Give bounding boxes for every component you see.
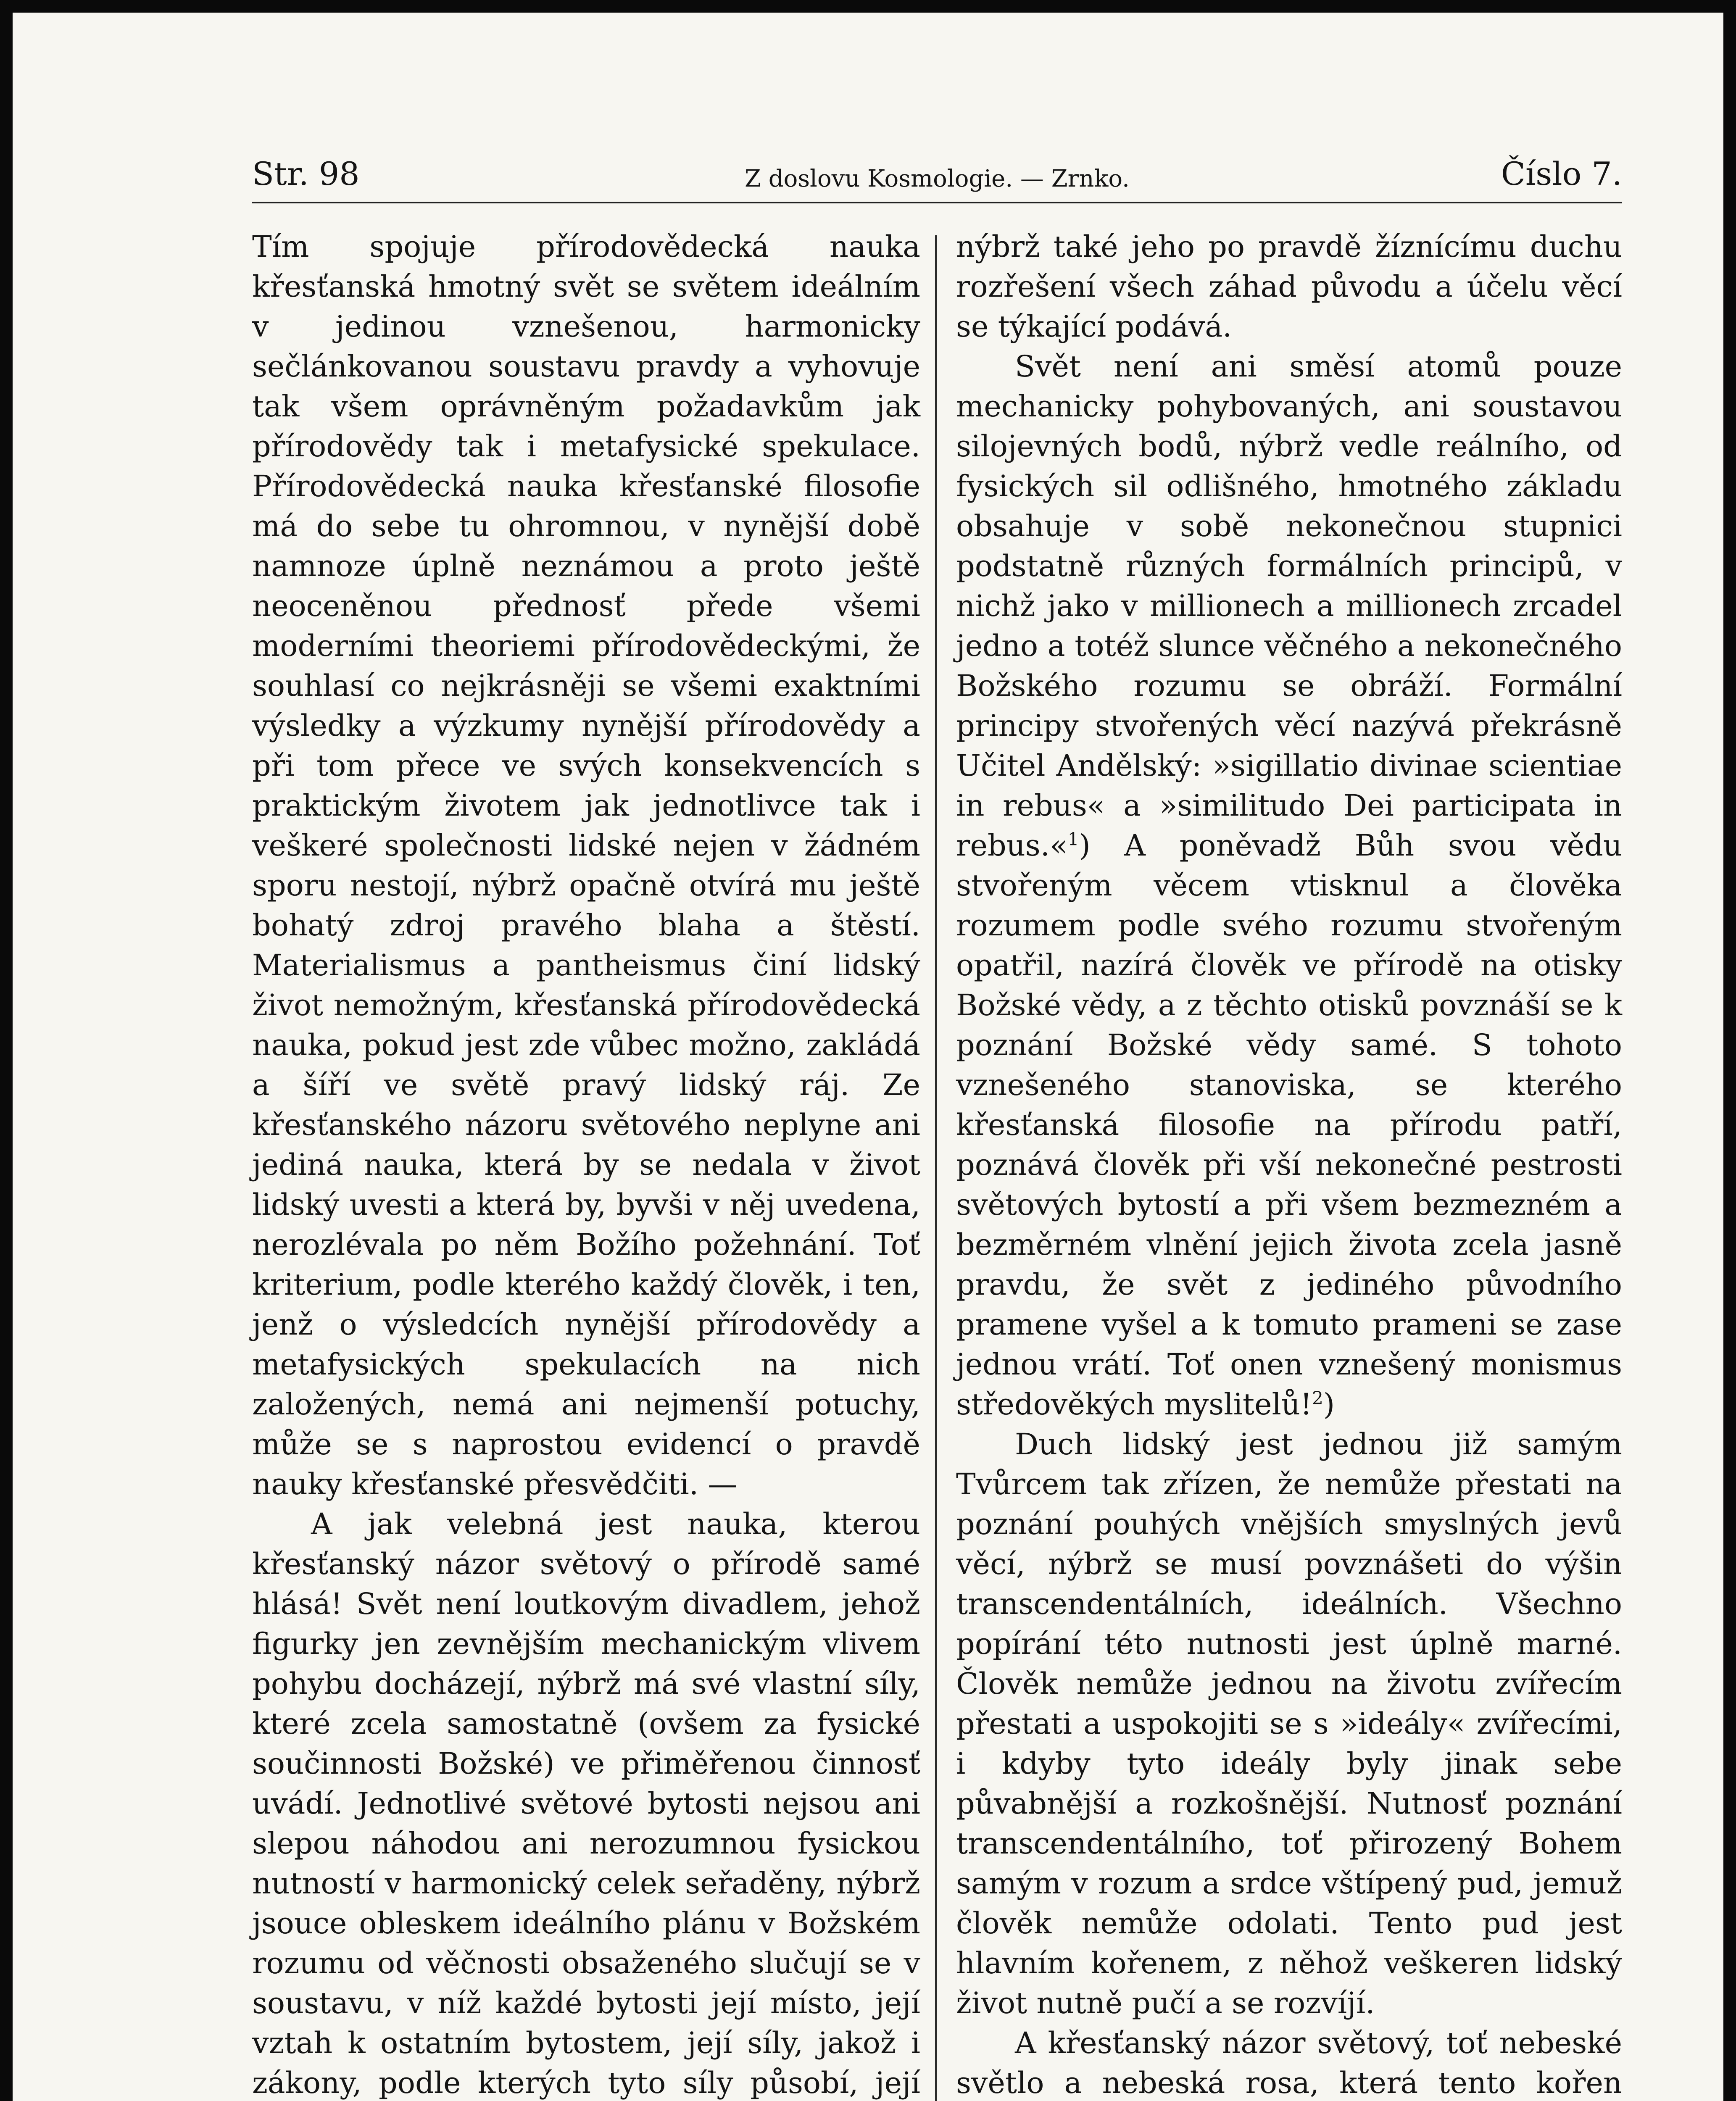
paragraph-text: ) A poněvadž Bůh svou vědu stvořeným věcem vtisknul a člověka rozumem podle svého rozumu stvořeným opatřil, nazírá člověk ve přírodě na otisky Božské vědy, a z těchto otisků povznáší se k poznání Božské vědy samé. S tohoto vznešeného stanoviska, se kterého křesťanská filosofie na přírodu patří, poznává člověk při vší nekonečné pestrosti světových bytostí a při všem bezmezném a bezměrném vlnění jejich života zcela jasně pravdu, že svět z jediného původního pramene vyšel a k tomuto prameni se zase jednou vrátí. Toť onen vznešený monismus středověkých myslitelů! (956, 828, 1622, 1422)
page-number: Str. 98 (252, 155, 360, 192)
paragraph: nýbrž také jeho po pravdě žíznícímu duchu rozřešení všech záhad původu a účelu věcí se týkající podává. (956, 229, 1622, 344)
running-header (252, 155, 1622, 202)
paragraph-text: A jak velebná jest nauka, kterou křesťanský názor světový o přírodě samé hlásá! Svět není loutkovým divadlem, jehož figurky jen zevnějším mechanickým vlivem pohybu docházejí, nýbrž má své vlastní síly, které zcela samostatně (ovšem za fysické součinnosti Božské) ve přiměřenou činnosť uvádí. Jednotlivé světové bytosti nejsou ani slepou náhodou ani nerozumnou fysickou nutností v harmonický celek seřaděny, nýbrž jsouce obleskem ideálního plánu v Božském rozumu od věčnosti obsaženého slučují se v soustavu, v níž každé bytosti její místo, její vztah k ostatním bytostem, její síly, jakož i zákony, podle kterých tyto síly působí, její (252, 1507, 920, 2100)
paragraph (252, 1504, 920, 2101)
paragraph: Duch lidský jest jednou již samým Tvůrcem tak zřízen, že nemůže přestati na poznání pouhých vnějších smyslných jevů věcí, nýbrž se musí povznášeti do výšin transcendentálních, ideálních. Všechno popírání této nutnosti jest úplně marné. Člověk nemůže jednou na životu zvířecím přestati a uspokojiti se s »ideály« zvířecími, i kdyby tyto ideály byly jinak sebe půvabnější a rozkošnější. Nutnosť poznání transcendentálního, toť přirozený Bohem samým v rozum a srdce vštípený pud, jemuž člověk nemůže odolati. Tento pud jest hlavním kořenem, z něhož veškeren lidský život nutně pučí a se rozvíjí. (956, 1427, 1622, 2020)
issue-number: Číslo 7. (1501, 155, 1622, 192)
paragraph-text: ) (1323, 1387, 1335, 1422)
left-column (252, 227, 920, 2101)
footnote-ref[interactable]: 2 (1312, 1388, 1323, 1409)
right-column (956, 227, 1622, 2101)
footnote-ref[interactable]: 1 (1067, 829, 1079, 850)
paragraph: Tím spojuje přírodovědecká nauka křesťanská hmotný svět se světem ideálním v jedinou vznešenou, harmonicky sečlánkovanou soustavu pravdy a vyhovuje tak všem oprávněným požadavkům jak přírodovědy tak i metafysické spekulace. Přírodovědecká nauka křesťanské filosofie má do sebe tu ohromnou, v nynější době namnoze úplně neznámou a proto ještě neoceněnou přednosť přede všemi moderními theoriemi přírodovědeckými, že souhlasí co nejkrásněji se všemi exaktními výsledky a výzkumy nynější přírodovědy a při tom přece ve svých konsekvencích s praktickým životem jak jednotlivce tak i veškeré společnosti lidské nejen v žádném sporu nestojí, nýbrž opačně otvírá mu ještě bohatý zdroj pravého blaha a štěstí. Materialismus a pantheismus činí lidský život nemožným, křesťanská přírodovědecká nauka, pokud jest zde vůbec možno, zakládá a šíří ve světě pravý lidský ráj. Ze křesťanského názoru světového neplyne ani jediná nauka, která by se nedala v život lidský uvesti a která by, byvši v něj uvedena, nerozlévala po něm Božího požehnání. Toť kriterium, podle kterého každý člověk, i ten, jenž o výsledcích nynější přírodovědy a metafysických spekulacích na nich založených, nemá ani nejmenší potuchy, může se s naprostou evidencí o pravdě nauky křesťanské přesvědčiti. — (252, 229, 920, 1501)
paragraph (956, 347, 1622, 1424)
header-rule (252, 202, 1622, 203)
paragraph: A křesťanský názor světový, toť nebeské světlo a nebeská rosa, která tento kořen (956, 2026, 1622, 2100)
running-title: Z doslovu Kosmologie. — Zrnko. (745, 165, 1130, 192)
paragraph-text: Svět není ani směsí atomů pouze mechanicky pohybovaných, ani soustavou silojevných bodů, nýbrž vedle reálního, od fysických sil odlišného, hmotného základu obsahuje v sobě nekonečnou stupnici podstatně různých formálních principů, v nichž jako v millionech a millionech zrcadel jedno a totéž slunce věčného a nekonečného Božského rozumu se obráží. Formální principy stvořených věcí nazývá překrásně Učitel Andělský: »sigillatio divinae scientiae in rebus« a »similitudo Dei participata in rebus.« (956, 349, 1622, 863)
column-divider (935, 235, 937, 2101)
